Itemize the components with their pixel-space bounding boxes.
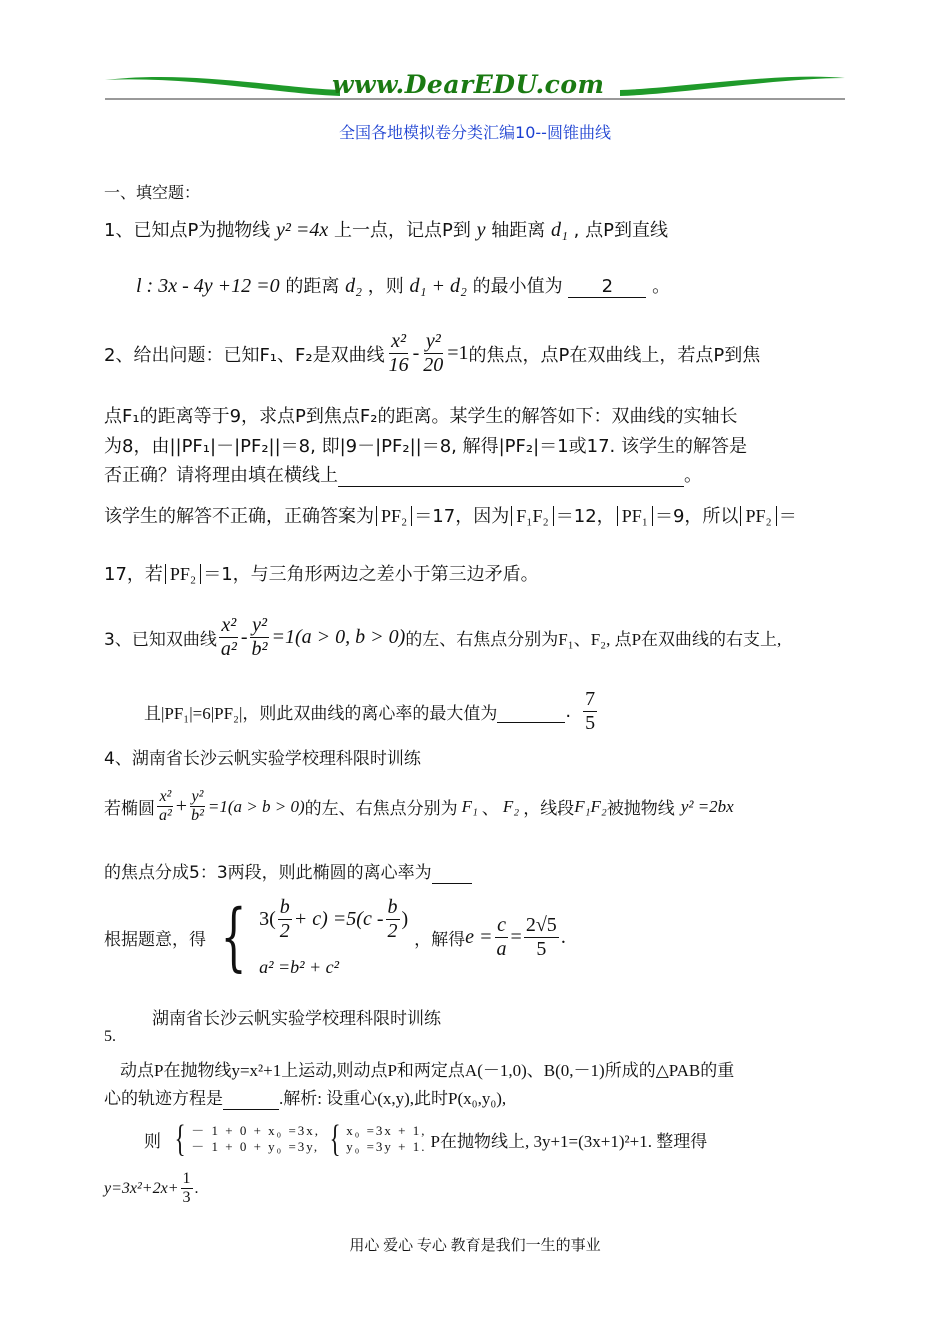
q3-text-b: 的左、右焦点分别为F₁、F₂, 点P在双曲线的右支上, [405,630,782,649]
question-3-line-1 [104,614,781,661]
q4-text-a: 若椭圆 [104,799,155,820]
q3-text-a: 3、已知双曲线 [104,630,217,650]
q4-frac-y: $\frac{\text{y²}}{\text{b²}}$ [191,788,204,825]
q2-frac-x: $\frac{\text{x²}}{16}$ [388,330,409,376]
question-1-line-1 [104,216,668,242]
q2-eq: =1 [447,342,469,364]
question-5-heading: 湖南省长沙云帆实验学校理科限时训练 [152,1009,441,1029]
q1-d1: d₁ [550,219,568,241]
q5-then: 则 [144,1131,161,1151]
q3-frac-y: $\frac{\text{y²}}{\text{b²}}$ [251,614,268,660]
q3-dot: . [565,701,572,722]
question-5-result [104,1170,199,1208]
q4-text-c: ，线段 [523,799,575,820]
q5-l3b: P在抛物线上, 3y+1=(3x+1)²+1. 整理得 [430,1131,708,1151]
q1-text-h: 。 [652,276,671,297]
q4-e: e = [465,925,493,948]
q2-abs-pf2-b: PF₂ [740,506,776,526]
question-5-line-2 [104,1084,506,1110]
q2-line4-end: 。 [684,465,702,486]
q2-frac-y: $\frac{\text{y²}}{20}$ [423,330,444,376]
q1-text-f: ，则 [367,276,404,297]
q5-l2a: 心的轨迹方程是 [104,1089,223,1108]
q1-d2: d₂ [345,275,363,297]
q1-text-d: , 点P到直线 [573,220,668,241]
q5-answer-blank [223,1089,279,1110]
q5-brace-1: { [174,1118,186,1160]
q2-abs-f1f2: F₁F₂ [511,506,554,526]
question-5-line-3 [144,1120,707,1158]
q4-period: . [560,925,566,948]
q1-y: y [476,219,486,241]
q4-line2-text: 的焦点分成5：3两段，则此椭圆的离心率为 [104,863,432,883]
q4-sol-a: 根据题意，得 [104,929,206,950]
q2-minus: - [412,342,420,364]
q2-sol-c: ＝12， [555,506,615,527]
q1-answer: 2 [568,276,646,298]
header-logo [100,66,850,106]
q1-parabola: y² =4x [276,219,329,241]
q1-text-g: 的最小值为 [472,276,563,297]
q2-abs-pf2: PF₂ [376,506,412,526]
q4-sol-b: ，解得 [414,929,466,950]
q2-sol-d: ＝9，所以 [654,506,739,527]
q1-text-b: 上一点，记点P到 [334,220,471,241]
q4-eq2: = [510,925,522,948]
question-4-line-1 [104,788,734,826]
q4-plus: + [175,795,188,818]
q4-F1: F₁ [461,796,478,816]
q4-solution [104,894,566,980]
footer-motto: 用心 爱心 专心 教育是我们一生的事业 [349,1238,601,1254]
q4-F1F2: F₁F₂ [574,796,607,816]
q4-F2: F₂ [502,796,520,816]
q3-answer-blank [497,701,565,723]
q1-line-eq: l : 3x - 4y +12 =0 [136,275,280,297]
q5-system-2: x₀ =3x + 1, y₀ =3y + 1. [346,1122,427,1154]
question-4-heading: 4、湖南省长沙云帆实验学校理科限时训练 [104,749,421,769]
q1-text-a: 1、已知点P为抛物线 [104,220,271,241]
question-2-line-1 [104,330,760,377]
q4-sep: 、 [481,799,499,820]
q2-text-a: 2、给出问题：已知F₁、F₂是双曲线 [104,344,385,366]
question-2-line-4 [104,461,702,487]
q4-text-b: 的左、右焦点分别为 [304,799,458,820]
q4-system-brace: { [220,894,247,980]
q2-text-b: 的焦点，点P在双曲线上，若点P到焦 [468,344,761,366]
q3-eq: =1(a > 0, b > 0) [271,626,406,648]
q5-l2b: .解析: 设重心(x,y),此时P(x₀,y₀), [279,1089,507,1108]
q4-eq: =1(a > b > 0) [207,796,305,816]
q1-text-c: 轴距离 [491,220,546,241]
question-4-line-2 [104,858,472,884]
q5-res-a: y=3x²+2x+ [104,1179,179,1197]
q4-text-d: 被抛物线 [606,799,675,820]
q3-frac-x: $\frac{\text{x²}}{\text{a²}}$ [220,614,237,660]
question-5-number: 5. [104,1028,116,1045]
q3-answer-frac: $\frac{7}{5}$ [585,688,596,734]
q4-frac-e: $\frac{c}{a}$ [496,913,507,960]
section-heading: 一、填空题： [104,183,201,202]
q2-sol-f: 17，若 [104,564,163,585]
question-3-line-2 [144,688,599,735]
q5-system-1: － 1 + 0 + x₀ =3x, － 1 + 0 + y₀ =3y, [191,1122,321,1154]
q2-sol-g: ＝1，与三角形两边之差小于第三边矛盾。 [203,564,539,585]
q2-abs-pf1: PF₁ [617,506,653,526]
q3-line2-text: 且|PF₁|=6|PF₂|，则此双曲线的离心率的最大值为 [144,704,498,723]
q2-solution-line-1 [104,502,797,528]
page-title: 全国各地模拟卷分类汇编10--圆锥曲线 [339,123,611,142]
q2-sol-a: 该学生的解答不正确，正确答案为 [104,506,374,527]
q2-abs-pf2-c: PF₂ [165,564,201,584]
q2-line4-text: 否正确？请将理由填在横线上 [104,465,338,486]
q1-text-e: 的距离 [285,276,340,297]
q4-frac-x: $\frac{\text{x²}}{\text{a²}}$ [159,788,172,825]
q4-answer-blank [432,863,472,884]
question-2-line-3: 为8，由||PF₁|－|PF₂||＝8, 即|9－|PF₂||＝8, 解得|PF₂|＝1或17. 该学生的解答是 [104,436,747,457]
q4-parabola: y² =2bx [680,796,734,816]
q5-brace-2: { [329,1118,341,1160]
q2-solution-line-2 [104,560,539,586]
question-1-line-2 [136,272,670,298]
q5-res-b: . [194,1179,199,1197]
q1-sum: d₁ + d₂ [409,275,467,297]
question-2-line-2: 点F₁的距离等于9，求点P到焦点F₂的距离。某学生的解答如下：双曲线的实轴长 [104,406,738,427]
q4-frac-result: $\frac{2√5}{5}$ [525,913,557,960]
q2-sol-e: ＝ [778,506,797,527]
q4-system: 3( $\frac{b}{2}$ + c) =5(c - $\frac{b}{2}$ ) a² =b² + c² [259,896,409,977]
q2-sol-b: ＝17，因为 [414,506,510,527]
q5-res-frac: $\frac{1}{3}$ [182,1170,191,1207]
q2-answer-blank [338,465,684,487]
q3-minus: - [240,626,248,648]
question-5-line-1: 动点P在抛物线y=x²+1上运动,则动点P和两定点A(－1,0)、B(0,－1)所成的△PAB的重 [120,1061,735,1080]
site-name: www.DearEDU.com [332,70,605,99]
